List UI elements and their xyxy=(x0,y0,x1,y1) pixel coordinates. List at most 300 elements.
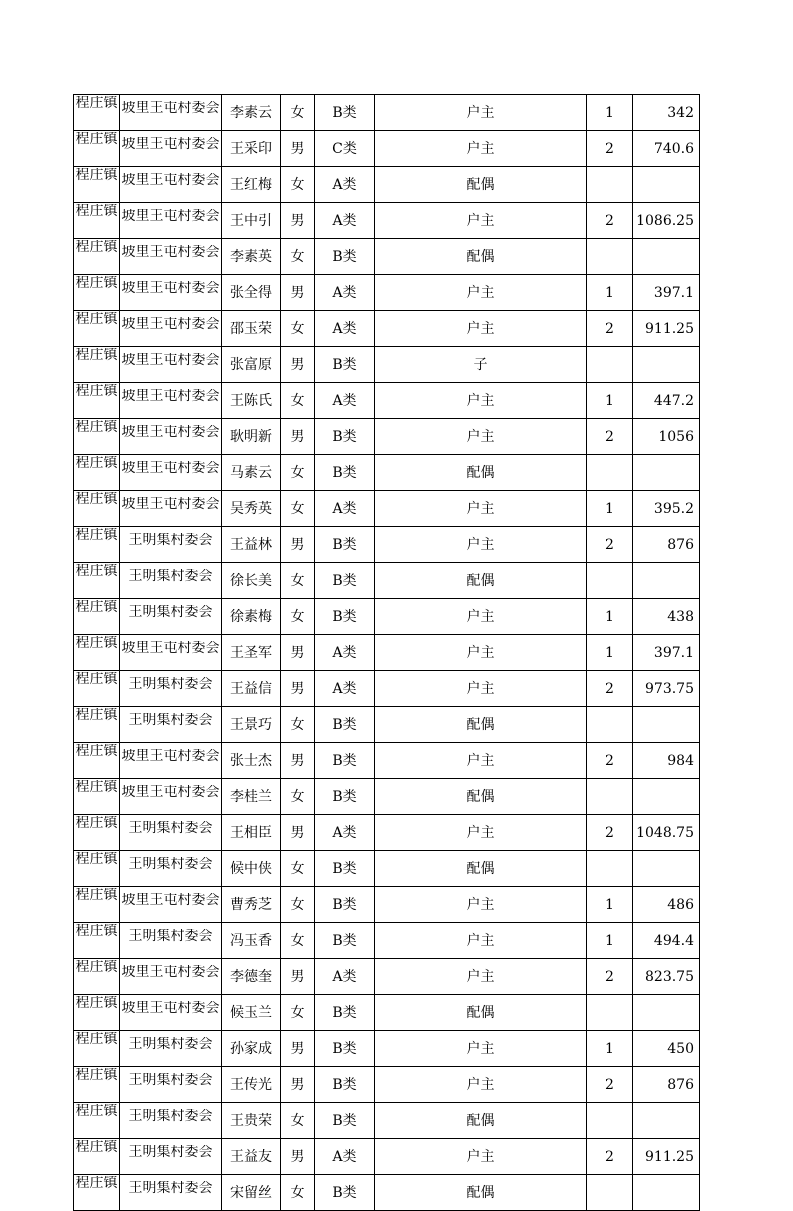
sex-cell: 男 xyxy=(281,131,315,167)
amount-cell: 740.6 xyxy=(633,131,700,167)
village-cell xyxy=(120,239,222,275)
category-cell: B类 xyxy=(315,707,375,743)
count-cell: 2 xyxy=(587,1067,633,1103)
category-cell: B类 xyxy=(315,347,375,383)
amount-cell xyxy=(633,347,700,383)
sex-cell: 女 xyxy=(281,491,315,527)
category-cell: B类 xyxy=(315,1175,375,1211)
table-row xyxy=(74,491,700,527)
town-text: 程庄镇 xyxy=(75,852,118,867)
category-cell: B类 xyxy=(315,419,375,455)
town-text: 程庄镇 xyxy=(75,1140,118,1155)
amount-cell xyxy=(633,779,700,815)
name-cell: 王陈氏 xyxy=(222,383,281,419)
category-cell: A类 xyxy=(315,167,375,203)
town-text: 程庄镇 xyxy=(75,708,118,723)
table-row xyxy=(74,419,700,455)
village-text: 坡里王屯村委会 xyxy=(121,497,220,512)
amount-cell: 397.1 xyxy=(633,635,700,671)
sex-cell: 女 xyxy=(281,851,315,887)
relation-cell: 子 xyxy=(375,347,587,383)
category-cell: B类 xyxy=(315,95,375,131)
sex-cell: 女 xyxy=(281,1103,315,1139)
name-cell: 王益信 xyxy=(222,671,281,707)
town-text: 程庄镇 xyxy=(75,384,118,399)
count-cell: 1 xyxy=(587,491,633,527)
town-text: 程庄镇 xyxy=(75,744,118,759)
town-text: 程庄镇 xyxy=(75,96,118,111)
amount-cell xyxy=(633,995,700,1031)
sex-cell: 男 xyxy=(281,1031,315,1067)
village-cell xyxy=(120,1175,222,1211)
amount-cell xyxy=(633,707,700,743)
count-cell xyxy=(587,1103,633,1139)
town-cell xyxy=(74,1067,120,1103)
relation-cell: 户主 xyxy=(375,959,587,995)
town-text: 程庄镇 xyxy=(75,636,118,651)
town-cell xyxy=(74,1103,120,1139)
relation-cell: 户主 xyxy=(375,635,587,671)
town-text: 程庄镇 xyxy=(75,888,118,903)
name-cell: 张全得 xyxy=(222,275,281,311)
sex-cell: 女 xyxy=(281,95,315,131)
sex-cell: 男 xyxy=(281,959,315,995)
town-cell xyxy=(74,311,120,347)
name-cell: 邵玉荣 xyxy=(222,311,281,347)
relation-cell: 户主 xyxy=(375,95,587,131)
category-cell: B类 xyxy=(315,851,375,887)
town-cell xyxy=(74,527,120,563)
amount-cell: 397.1 xyxy=(633,275,700,311)
table-row xyxy=(74,239,700,275)
relation-cell: 配偶 xyxy=(375,995,587,1031)
sex-cell: 男 xyxy=(281,419,315,455)
category-cell: B类 xyxy=(315,923,375,959)
relation-cell: 户主 xyxy=(375,419,587,455)
category-cell: A类 xyxy=(315,959,375,995)
category-cell: A类 xyxy=(315,491,375,527)
relation-cell: 配偶 xyxy=(375,779,587,815)
name-cell: 王采印 xyxy=(222,131,281,167)
village-text: 坡里王屯村委会 xyxy=(121,785,220,800)
table-row xyxy=(74,635,700,671)
name-cell: 王红梅 xyxy=(222,167,281,203)
village-text: 坡里王屯村委会 xyxy=(121,245,220,260)
town-text: 程庄镇 xyxy=(75,420,118,435)
town-text: 程庄镇 xyxy=(75,528,118,543)
category-cell: B类 xyxy=(315,1103,375,1139)
sex-cell: 男 xyxy=(281,635,315,671)
name-cell: 王传光 xyxy=(222,1067,281,1103)
name-cell: 王益友 xyxy=(222,1139,281,1175)
village-cell xyxy=(120,383,222,419)
village-text: 王明集村委会 xyxy=(128,821,213,836)
sex-cell: 女 xyxy=(281,167,315,203)
village-cell xyxy=(120,275,222,311)
count-cell: 1 xyxy=(587,923,633,959)
sex-cell: 男 xyxy=(281,1067,315,1103)
town-cell xyxy=(74,275,120,311)
town-text: 程庄镇 xyxy=(75,600,118,615)
relation-cell: 配偶 xyxy=(375,851,587,887)
roster-table xyxy=(73,94,700,1211)
village-cell xyxy=(120,1067,222,1103)
relation-cell: 配偶 xyxy=(375,167,587,203)
table-row xyxy=(74,923,700,959)
category-cell: B类 xyxy=(315,527,375,563)
amount-cell: 438 xyxy=(633,599,700,635)
table-row xyxy=(74,563,700,599)
count-cell: 1 xyxy=(587,599,633,635)
village-cell xyxy=(120,131,222,167)
village-text: 王明集村委会 xyxy=(128,1109,213,1124)
amount-cell: 395.2 xyxy=(633,491,700,527)
town-cell xyxy=(74,959,120,995)
town-text: 程庄镇 xyxy=(75,168,118,183)
category-cell: B类 xyxy=(315,887,375,923)
amount-cell: 450 xyxy=(633,1031,700,1067)
village-cell xyxy=(120,167,222,203)
village-cell xyxy=(120,959,222,995)
count-cell: 2 xyxy=(587,671,633,707)
name-cell: 李德奎 xyxy=(222,959,281,995)
sex-cell: 女 xyxy=(281,887,315,923)
sex-cell: 女 xyxy=(281,455,315,491)
village-text: 坡里王屯村委会 xyxy=(121,425,220,440)
relation-cell: 配偶 xyxy=(375,563,587,599)
town-text: 程庄镇 xyxy=(75,312,118,327)
village-text: 坡里王屯村委会 xyxy=(121,1001,220,1016)
table-row xyxy=(74,167,700,203)
count-cell: 1 xyxy=(587,887,633,923)
village-cell xyxy=(120,203,222,239)
town-cell xyxy=(74,599,120,635)
village-text: 王明集村委会 xyxy=(128,1181,213,1196)
village-cell xyxy=(120,995,222,1031)
sex-cell: 女 xyxy=(281,239,315,275)
town-cell xyxy=(74,491,120,527)
village-text: 王明集村委会 xyxy=(128,857,213,872)
name-cell: 吴秀英 xyxy=(222,491,281,527)
table-row xyxy=(74,95,700,131)
sex-cell: 男 xyxy=(281,743,315,779)
category-cell: A类 xyxy=(315,275,375,311)
village-text: 坡里王屯村委会 xyxy=(121,101,220,116)
amount-cell: 911.25 xyxy=(633,1139,700,1175)
count-cell xyxy=(587,167,633,203)
count-cell: 2 xyxy=(587,419,633,455)
table-row xyxy=(74,455,700,491)
amount-cell xyxy=(633,455,700,491)
table-row xyxy=(74,779,700,815)
name-cell: 李素英 xyxy=(222,239,281,275)
amount-cell: 1048.75 xyxy=(633,815,700,851)
sex-cell: 男 xyxy=(281,347,315,383)
relation-cell: 户主 xyxy=(375,671,587,707)
relation-cell: 户主 xyxy=(375,923,587,959)
town-cell xyxy=(74,779,120,815)
relation-cell: 户主 xyxy=(375,743,587,779)
relation-cell: 配偶 xyxy=(375,707,587,743)
town-text: 程庄镇 xyxy=(75,240,118,255)
town-cell xyxy=(74,1031,120,1067)
village-text: 坡里王屯村委会 xyxy=(121,641,220,656)
category-cell: A类 xyxy=(315,671,375,707)
sex-cell: 女 xyxy=(281,311,315,347)
village-text: 王明集村委会 xyxy=(128,533,213,548)
town-cell xyxy=(74,851,120,887)
relation-cell: 户主 xyxy=(375,1139,587,1175)
village-text: 坡里王屯村委会 xyxy=(121,461,220,476)
table-row xyxy=(74,815,700,851)
count-cell xyxy=(587,1175,633,1211)
town-cell xyxy=(74,383,120,419)
village-cell xyxy=(120,743,222,779)
name-cell: 张富原 xyxy=(222,347,281,383)
table-row xyxy=(74,995,700,1031)
table-row xyxy=(74,671,700,707)
village-text: 坡里王屯村委会 xyxy=(121,965,220,980)
sex-cell: 女 xyxy=(281,779,315,815)
village-cell xyxy=(120,599,222,635)
town-text: 程庄镇 xyxy=(75,276,118,291)
sex-cell: 男 xyxy=(281,275,315,311)
town-cell xyxy=(74,203,120,239)
category-cell: B类 xyxy=(315,1031,375,1067)
town-cell xyxy=(74,995,120,1031)
category-cell: A类 xyxy=(315,1139,375,1175)
relation-cell: 户主 xyxy=(375,311,587,347)
village-cell xyxy=(120,707,222,743)
village-cell xyxy=(120,95,222,131)
category-cell: B类 xyxy=(315,779,375,815)
village-cell xyxy=(120,455,222,491)
town-text: 程庄镇 xyxy=(75,924,118,939)
table-row xyxy=(74,131,700,167)
count-cell xyxy=(587,995,633,1031)
town-text: 程庄镇 xyxy=(75,492,118,507)
town-cell xyxy=(74,635,120,671)
name-cell: 徐素梅 xyxy=(222,599,281,635)
village-cell xyxy=(120,1103,222,1139)
village-cell xyxy=(120,671,222,707)
sex-cell: 女 xyxy=(281,707,315,743)
village-cell xyxy=(120,779,222,815)
count-cell: 1 xyxy=(587,635,633,671)
town-text: 程庄镇 xyxy=(75,1104,118,1119)
village-text: 王明集村委会 xyxy=(128,569,213,584)
amount-cell: 876 xyxy=(633,527,700,563)
name-cell: 候中侠 xyxy=(222,851,281,887)
relation-cell: 户主 xyxy=(375,491,587,527)
town-cell xyxy=(74,1139,120,1175)
village-text: 坡里王屯村委会 xyxy=(121,281,220,296)
town-cell xyxy=(74,131,120,167)
name-cell: 曹秀芝 xyxy=(222,887,281,923)
name-cell: 张士杰 xyxy=(222,743,281,779)
town-text: 程庄镇 xyxy=(75,456,118,471)
amount-cell: 911.25 xyxy=(633,311,700,347)
amount-cell xyxy=(633,1103,700,1139)
village-text: 坡里王屯村委会 xyxy=(121,317,220,332)
relation-cell: 户主 xyxy=(375,599,587,635)
town-text: 程庄镇 xyxy=(75,672,118,687)
sex-cell: 女 xyxy=(281,383,315,419)
sex-cell: 女 xyxy=(281,599,315,635)
name-cell: 王贵荣 xyxy=(222,1103,281,1139)
relation-cell: 配偶 xyxy=(375,455,587,491)
amount-cell xyxy=(633,239,700,275)
count-cell: 1 xyxy=(587,275,633,311)
name-cell: 李桂兰 xyxy=(222,779,281,815)
relation-cell: 配偶 xyxy=(375,1175,587,1211)
town-text: 程庄镇 xyxy=(75,348,118,363)
count-cell: 1 xyxy=(587,1031,633,1067)
sex-cell: 女 xyxy=(281,995,315,1031)
town-cell xyxy=(74,563,120,599)
village-text: 坡里王屯村委会 xyxy=(121,389,220,404)
sex-cell: 男 xyxy=(281,203,315,239)
name-cell: 王中引 xyxy=(222,203,281,239)
count-cell: 2 xyxy=(587,959,633,995)
town-text: 程庄镇 xyxy=(75,132,118,147)
table-row xyxy=(74,275,700,311)
table-row xyxy=(74,1175,700,1211)
sex-cell: 男 xyxy=(281,1139,315,1175)
village-text: 王明集村委会 xyxy=(128,605,213,620)
category-cell: C类 xyxy=(315,131,375,167)
village-text: 坡里王屯村委会 xyxy=(121,137,220,152)
relation-cell: 户主 xyxy=(375,527,587,563)
table-row xyxy=(74,743,700,779)
count-cell: 2 xyxy=(587,1139,633,1175)
village-cell xyxy=(120,815,222,851)
village-cell xyxy=(120,851,222,887)
name-cell: 李素云 xyxy=(222,95,281,131)
town-text: 程庄镇 xyxy=(75,1176,118,1191)
town-cell xyxy=(74,923,120,959)
table-row xyxy=(74,599,700,635)
table-row xyxy=(74,1031,700,1067)
count-cell xyxy=(587,779,633,815)
table-row xyxy=(74,887,700,923)
relation-cell: 配偶 xyxy=(375,1103,587,1139)
count-cell: 2 xyxy=(587,203,633,239)
town-cell xyxy=(74,707,120,743)
table-row xyxy=(74,1139,700,1175)
table-row xyxy=(74,707,700,743)
category-cell: B类 xyxy=(315,599,375,635)
relation-cell: 户主 xyxy=(375,815,587,851)
town-cell xyxy=(74,743,120,779)
amount-cell: 1086.25 xyxy=(633,203,700,239)
category-cell: B类 xyxy=(315,995,375,1031)
town-cell xyxy=(74,239,120,275)
table-row xyxy=(74,311,700,347)
village-text: 坡里王屯村委会 xyxy=(121,749,220,764)
village-cell xyxy=(120,563,222,599)
relation-cell: 户主 xyxy=(375,131,587,167)
category-cell: A类 xyxy=(315,311,375,347)
town-cell xyxy=(74,167,120,203)
village-cell xyxy=(120,887,222,923)
amount-cell xyxy=(633,851,700,887)
town-cell xyxy=(74,815,120,851)
village-cell xyxy=(120,923,222,959)
count-cell xyxy=(587,347,633,383)
name-cell: 宋留丝 xyxy=(222,1175,281,1211)
amount-cell: 823.75 xyxy=(633,959,700,995)
town-text: 程庄镇 xyxy=(75,1032,118,1047)
name-cell: 孙家成 xyxy=(222,1031,281,1067)
village-text: 坡里王屯村委会 xyxy=(121,173,220,188)
village-cell xyxy=(120,1139,222,1175)
village-cell xyxy=(120,1031,222,1067)
count-cell xyxy=(587,707,633,743)
village-cell xyxy=(120,419,222,455)
village-text: 坡里王屯村委会 xyxy=(121,353,220,368)
name-cell: 王益林 xyxy=(222,527,281,563)
name-cell: 候玉兰 xyxy=(222,995,281,1031)
count-cell: 2 xyxy=(587,131,633,167)
amount-cell: 876 xyxy=(633,1067,700,1103)
village-text: 王明集村委会 xyxy=(128,713,213,728)
category-cell: B类 xyxy=(315,455,375,491)
town-text: 程庄镇 xyxy=(75,996,118,1011)
count-cell xyxy=(587,563,633,599)
town-text: 程庄镇 xyxy=(75,564,118,579)
amount-cell: 494.4 xyxy=(633,923,700,959)
amount-cell xyxy=(633,1175,700,1211)
category-cell: A类 xyxy=(315,635,375,671)
village-text: 王明集村委会 xyxy=(128,929,213,944)
village-text: 坡里王屯村委会 xyxy=(121,893,220,908)
category-cell: B类 xyxy=(315,563,375,599)
category-cell: A类 xyxy=(315,203,375,239)
category-cell: B类 xyxy=(315,239,375,275)
table-row xyxy=(74,527,700,563)
category-cell: A类 xyxy=(315,815,375,851)
name-cell: 徐长美 xyxy=(222,563,281,599)
relation-cell: 户主 xyxy=(375,203,587,239)
sex-cell: 女 xyxy=(281,923,315,959)
village-text: 王明集村委会 xyxy=(128,1145,213,1160)
town-text: 程庄镇 xyxy=(75,960,118,975)
amount-cell: 342 xyxy=(633,95,700,131)
town-text: 程庄镇 xyxy=(75,780,118,795)
table-row xyxy=(74,203,700,239)
amount-cell: 1056 xyxy=(633,419,700,455)
name-cell: 冯玉香 xyxy=(222,923,281,959)
category-cell: A类 xyxy=(315,383,375,419)
name-cell: 耿明新 xyxy=(222,419,281,455)
sex-cell: 男 xyxy=(281,671,315,707)
name-cell: 王景巧 xyxy=(222,707,281,743)
village-cell xyxy=(120,527,222,563)
village-cell xyxy=(120,491,222,527)
count-cell: 1 xyxy=(587,95,633,131)
relation-cell: 户主 xyxy=(375,383,587,419)
name-cell: 马素云 xyxy=(222,455,281,491)
count-cell xyxy=(587,851,633,887)
town-cell xyxy=(74,887,120,923)
village-cell xyxy=(120,311,222,347)
amount-cell: 984 xyxy=(633,743,700,779)
village-text: 王明集村委会 xyxy=(128,677,213,692)
amount-cell: 486 xyxy=(633,887,700,923)
category-cell: B类 xyxy=(315,1067,375,1103)
table-row xyxy=(74,959,700,995)
